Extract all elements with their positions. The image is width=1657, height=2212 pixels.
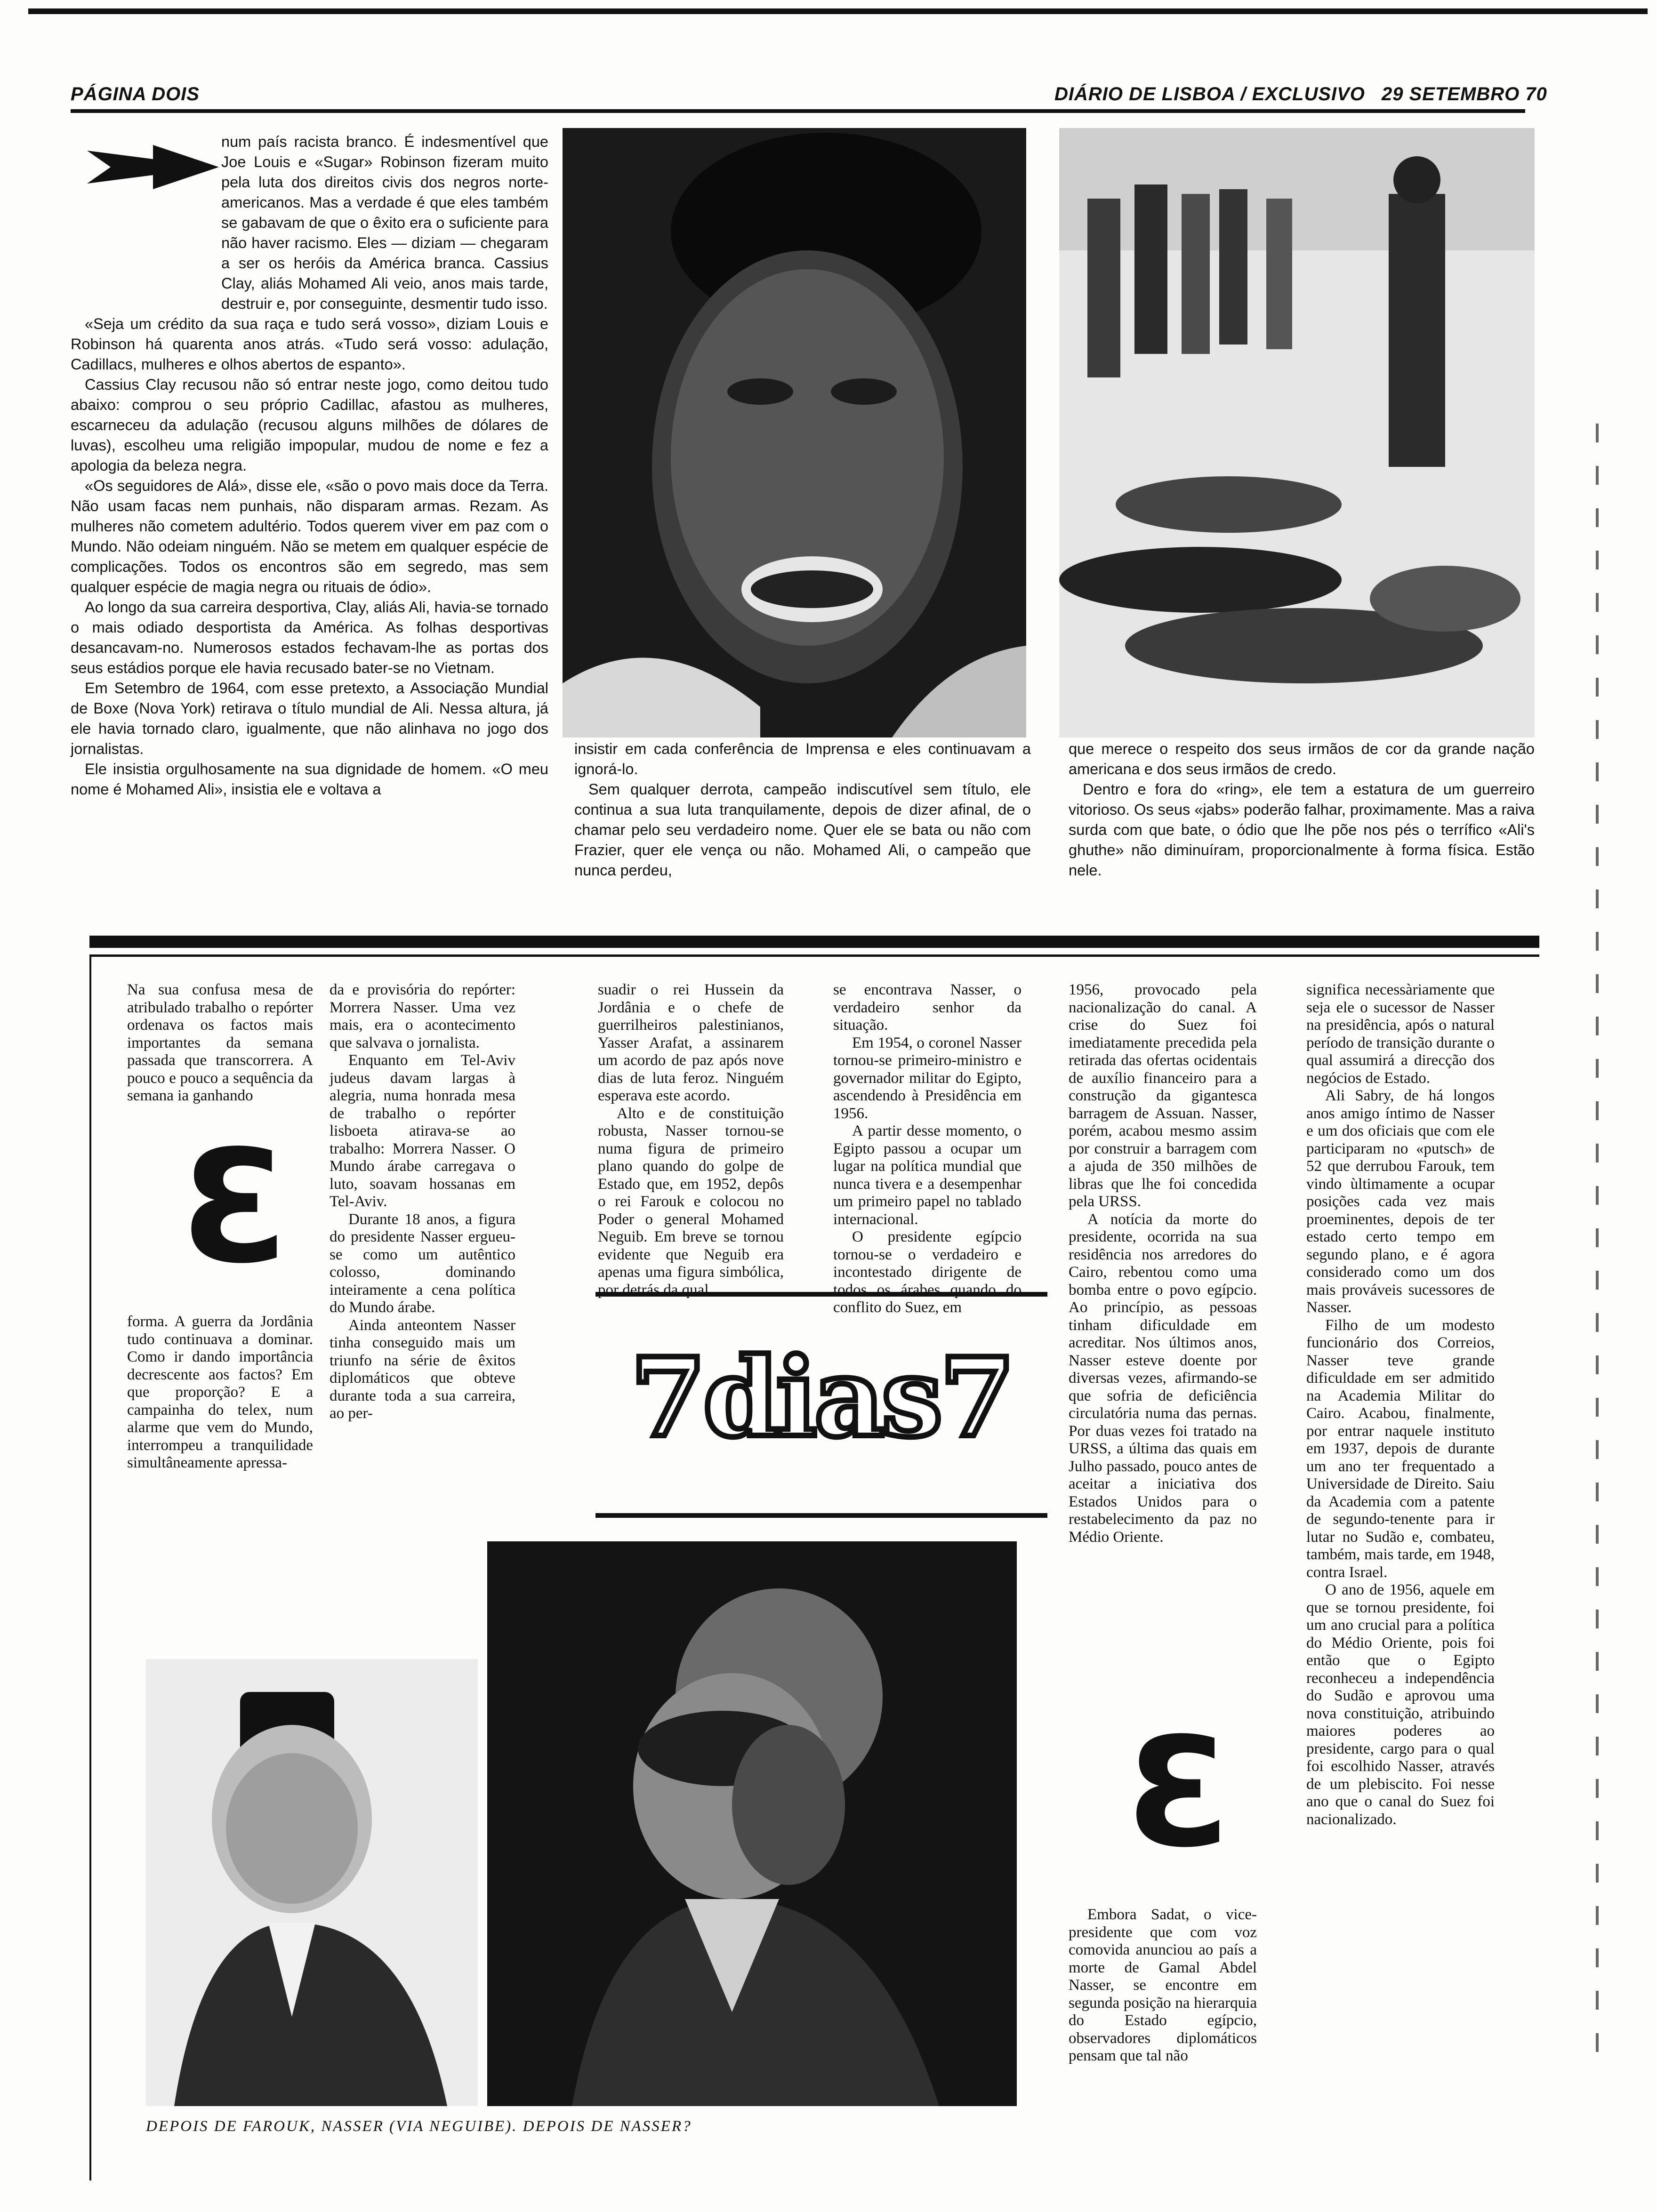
publication-label: DIÁRIO DE LISBOA / EXCLUSIVO <box>1054 84 1365 104</box>
section-title: 7dias7 <box>630 1334 1013 1461</box>
photo-nasser-portrait <box>146 1659 478 2106</box>
portrait-fez-illustration <box>146 1659 478 2106</box>
page-label: PÁGINA DOIS <box>71 84 200 104</box>
top-border <box>28 8 1648 14</box>
date-label: 29 SETEMBRO 70 <box>1382 84 1547 104</box>
article-ali-column-3: que merece o respeito dos seus irmãos de cor da grande nação americana e dos seus irmãos de credo. Dentro e fora do «ring», ele tem a estatura de um guerreiro vitorioso. Os seus «jabs» poderão falhar, proximamente. Mas a raiva surda com que bate, o ódio que lhe põe nos pés o terrífico «Ali's ghuthe» não diminuíram, proporcionalmente à forma física. Estão nele. <box>1069 740 1535 879</box>
news-column-1a: Na sua confusa mesa de atribulado trabalho o repórter ordenava os factos mais importantes da semana passada que transcorrera. A pouco e pouco a sequência da semana ia ganhando <box>127 981 313 1104</box>
header-rule <box>71 109 1525 113</box>
photo-caption: DEPOIS DE FAROUK, NASSER (VIA NEGUIBE). DEPOIS DE NASSER? <box>146 2118 692 2135</box>
news-column-2: da e provisória do repórter: Morrera Nasser. Uma vez mais, era o acontecimento que salvava o jornalista. Enquanto em Tel-Aviv judeus davam largas à alegria, numa honrada mesa de trabalho o repórter lisboeta atirava-se ao trabalho: Morrera Nasser. O Mundo árabe carregava o luto, soavam hossanas em Tel-Aviv. Durante 18 anos, a figura do presidente Nasser ergueu-se como um autêntico colosso, dominando inteiramente a cena política do Mundo árabe. Ainda anteontem Nasser tinha conseguido mais um triunfo na série de êxitos diplomáticos que obteve durante toda a sua carreira, ao per- <box>330 981 515 1422</box>
ring-scene-illustration <box>1059 128 1535 737</box>
drop-numeral-1: 3 <box>179 1117 287 1298</box>
drop-numeral-2: 3 <box>1124 1706 1230 1881</box>
news-column-4: se encontrava Nasser, o verdadeiro senhor da situação. Em 1954, o coronel Nasser tornou-se primeiro-ministro e governador militar do Egipto, ascendendo à Presidência em 1956. A partir desse momento, o Egipto passou a ocupar um lugar na política mundial que nunca tivera e a desempenhar um primeiro papel no tablado internacional. O presidente egípcio tornou-se o verdadeiro e incontestado dirigente de todos os árabes quando do conflito do Suez, em <box>833 981 1022 1316</box>
news-column-5b: Embora Sadat, o vice-presidente que com voz comovida anunciou ao país a morte de Gamal Abdel Nasser, se encontre em segunda posição na hierarquia do Estado egípcio, observadores diplomáticos pensam que tal não <box>1069 1906 1257 2064</box>
scan-edge-marks <box>1596 424 1599 2071</box>
article-ali-column-2: insistir em cada conferência de Imprensa e eles continuavam a ignorá-lo. Sem qualquer derrota, campeão indiscutível sem título, ele continua a sua luta tranquilamente, depois de dizer afinal, de o chamar pelo seu verdadeiro nome. Quer ele se bata ou não com Frazier, quer ele vença ou não. Mohamed Ali, o campeão que nunca perdeu, <box>574 740 1031 879</box>
portrait-illustration <box>563 128 1026 737</box>
article-ali-column-1: num país racista branco. É indesmentível que Joe Louis e «Sugar» Robinson fizeram muito pela luta dos direitos civis dos negros norte-americanos. Mas a verdade é que eles também se gabavam de que o êxito era o suficiente para não haver racismo. Eles — diziam — chegaram a ser os heróis da América branca. Cassius Clay, aliás Mohamed Ali veio, anos mais tarde, destruir e, por conseguinte, desmentir tudo isso. «Seja um crédito da sua raça e tudo será vosso», diziam Louis e Robinson há quarenta anos atrás. «Tudo será vosso: adulação, Cadillacs, mulheres e olhos abertos de espanto». Cassius Clay recusou não só entrar neste jogo, como deitou tudo abaixo: comprou o seu próprio Cadillac, afastou as mulheres, escarneceu da adulação (recusou alguns milhões de dólares de luvas), escolheu uma religião impopular, mudou de nome e fez a apologia da beleza negra. «Os seguidores de Alá», disse ele, «são o povo mais doce da Terra. Não usam facas nem punhais, não disparam armas. Rezam. As mulheres não cometem adultério. Todos querem viver em paz com o Mundo. Não odeiam ninguém. Não se metem em qualquer espécie de complicações. Todos os encontros são em segredo, mas sem qualquer espécie de magia negra ou rituais de ódio». Ao longo da sua carreira desportiva, Clay, aliás Ali, havia-se tornado o mais odiado desportista da América. As folhas desportivas desancavam-no. Numerosos estados fechavam-lhe as portas dos seus estádios porque ele havia recusado bater-se no Vietnam. Em Setembro de 1964, com esse pretexto, a Associação Mundial de Boxe (Nova York) retirava o título mundial de Ali. Nessa altura, já ele havia tornado claro, igualmente, que não alinhava no jogo dos jornalistas. Ele insistia orgulhosamente na sua dignidade de homem. «O meu nome é Mohamed Ali», insistia ele e voltava a <box>71 133 548 798</box>
section-rule-thin <box>89 954 1539 957</box>
news-column-5: 1956, provocado pela nacionalização do canal. A crise do Suez foi imediatamente precedida pela retirada das ofertas ocidentais de auxílio financeiro para a construção da gigantesca barragem de Assuan. Nasser, porém, acabou mesmo assim por construir a barragem com a ajuda de 350 milhões de libras que lhe foi concedida pela URSS. A notícia da morte do presidente, ocorrida na sua residência nos arredores do Cairo, rebentou como uma bomba entre o povo egípcio. Ao princípio, as pessoas tinham dificuldade em acreditar. Nos últimos anos, Nasser esteve doente por diversas vezes, afirmando-se que sofria de deficiência circulatória numa das pernas. Por duas vezes foi tratado na URSS, a última das quais em Julho passado, pouco antes de aceitar a iniciativa dos Estados Unidos para o restabelecimento da paz no Médio Oriente. <box>1069 981 1257 1546</box>
photo-nasser-embrace <box>487 1541 1017 2106</box>
photo-ali-ring <box>1059 128 1535 737</box>
news-column-6: significa necessàriamente que seja ele o sucessor de Nasser na presidência, após o natural período de transição durante o qual assumirá a direcção dos negócios de Estado. Ali Sabry, de há longos anos amigo íntimo de Nasser e um dos oficiais que com ele participaram no «putsch» de 52 que derrubou Farouk, tem vindo ùltimamente a ocupar posições cada vez mais proeminentes, depois de ter estado certo tempo em segundo plano, e é agora considerado como um dos mais prováveis sucessores de Nasser. Filho de um modesto funcionário dos Correios, Nasser teve grande dificuldade em ser admitido na Academia Militar do Cairo. Acabou, finalmente, por entrar naquele instituto em 1937, depois de durante um ano ter frequentado a Universidade de Direito. Saiu da Academia com a patente de segundo-tenente para ir lutar no Sudão e, combateu, também, mais tarde, em 1948, contra Israel. O ano de 1956, aquele em que se tornou presidente, foi um ano crucial para a política do Médio Oriente, pois foi então que o Egipto reconheceu a independência do Sudão e aprovou uma nova constituição, atribuindo maiores poderes ao presidente, cargo para o qual foi escolhido Nasser, através de um plebiscito. Foi nesse ano que o canal do Suez foi nacionalizado. <box>1306 981 1495 1828</box>
photo-ali-portrait <box>563 128 1026 737</box>
news-column-3: suadir o rei Hussein da Jordânia e o chefe de guerrilheiros palestinianos, Yasser Arafat, a assinarem um acordo de paz após nove dias de luta feroz. Ninguém esperava este acordo. Alto e de constituição robusta, Nasser tornou-se numa figura de primeiro plano quando do golpe de Estado que, em 1952, depôs o rei Farouk e colocou no Poder o general Mohamed Neguib. Em breve se tornou evidente que Neguib era apenas uma figura simbólica, por detrás da qual <box>598 981 784 1298</box>
section-left-rule <box>89 957 91 2180</box>
section-rule-thick <box>89 936 1539 948</box>
embrace-illustration <box>487 1541 1017 2106</box>
news-column-1b: forma. A guerra da Jordânia tudo continuava a dominar. Como ir dando importância decrescente aos factos? Em que proporção? E a campainha do telex, num alarme que vem do Mundo, interrompeu a tranquilidade simultâneamente apressa- <box>127 1313 313 1471</box>
